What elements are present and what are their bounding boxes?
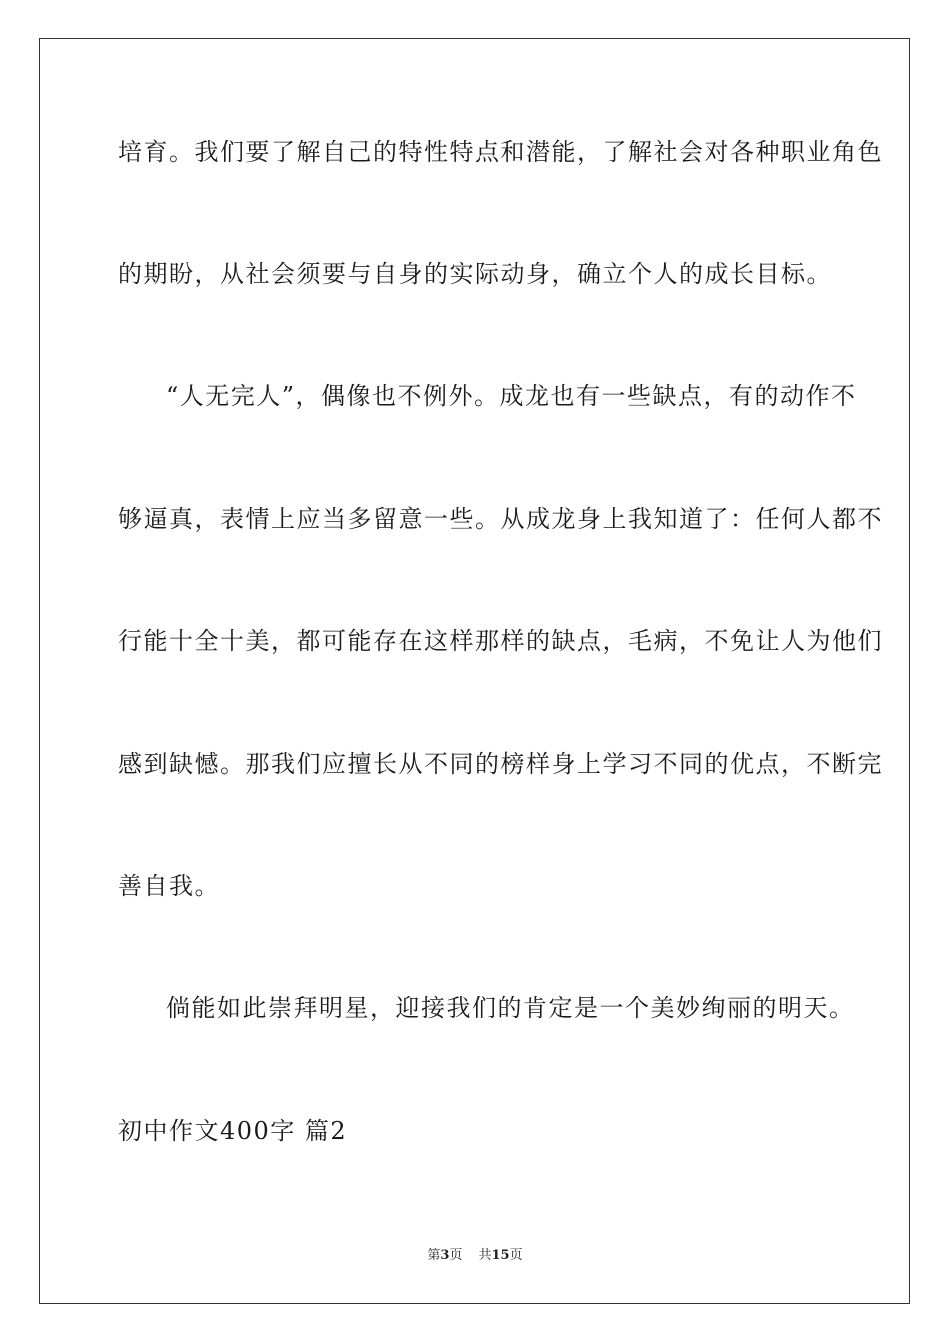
page-prefix: 第	[427, 1248, 441, 1263]
page-suffix: 页	[449, 1248, 463, 1263]
paragraph-line-2: 的期盼，从社会须要与自身的实际动身，确立个人的成长目标。	[118, 260, 832, 288]
page-border	[39, 38, 910, 1304]
paragraph-line-4: 够逼真，表情上应当多留意一些。从成龙身上我知道了：任何人都不	[118, 505, 883, 533]
paragraph-line-7: 善自我。	[118, 872, 220, 900]
paragraph-line-1: 培育。我们要了解自己的特性特点和潜能，了解社会对各种职业角色	[118, 138, 883, 166]
total-suffix: 页	[509, 1248, 523, 1263]
paragraph-line-3: “人无完人”，偶像也不例外。成龙也有一些缺点，有的动作不	[166, 382, 857, 410]
paragraph-line-5: 行能十全十美，都可能存在这样那样的缺点，毛病，不免让人为他们	[118, 627, 883, 655]
paragraph-line-6: 感到缺憾。那我们应擅长从不同的榜样身上学习不同的优点，不断完	[118, 750, 883, 778]
page-number: 3	[440, 1248, 450, 1263]
total-prefix: 共	[478, 1248, 492, 1263]
paragraph-line-8: 倘能如此崇拜明星，迎接我们的肯定是一个美妙绚丽的明天。	[166, 994, 855, 1022]
total-pages: 15	[491, 1248, 510, 1263]
page-footer	[0, 1247, 950, 1265]
section-heading: 初中作文400字 篇2	[118, 1117, 348, 1145]
